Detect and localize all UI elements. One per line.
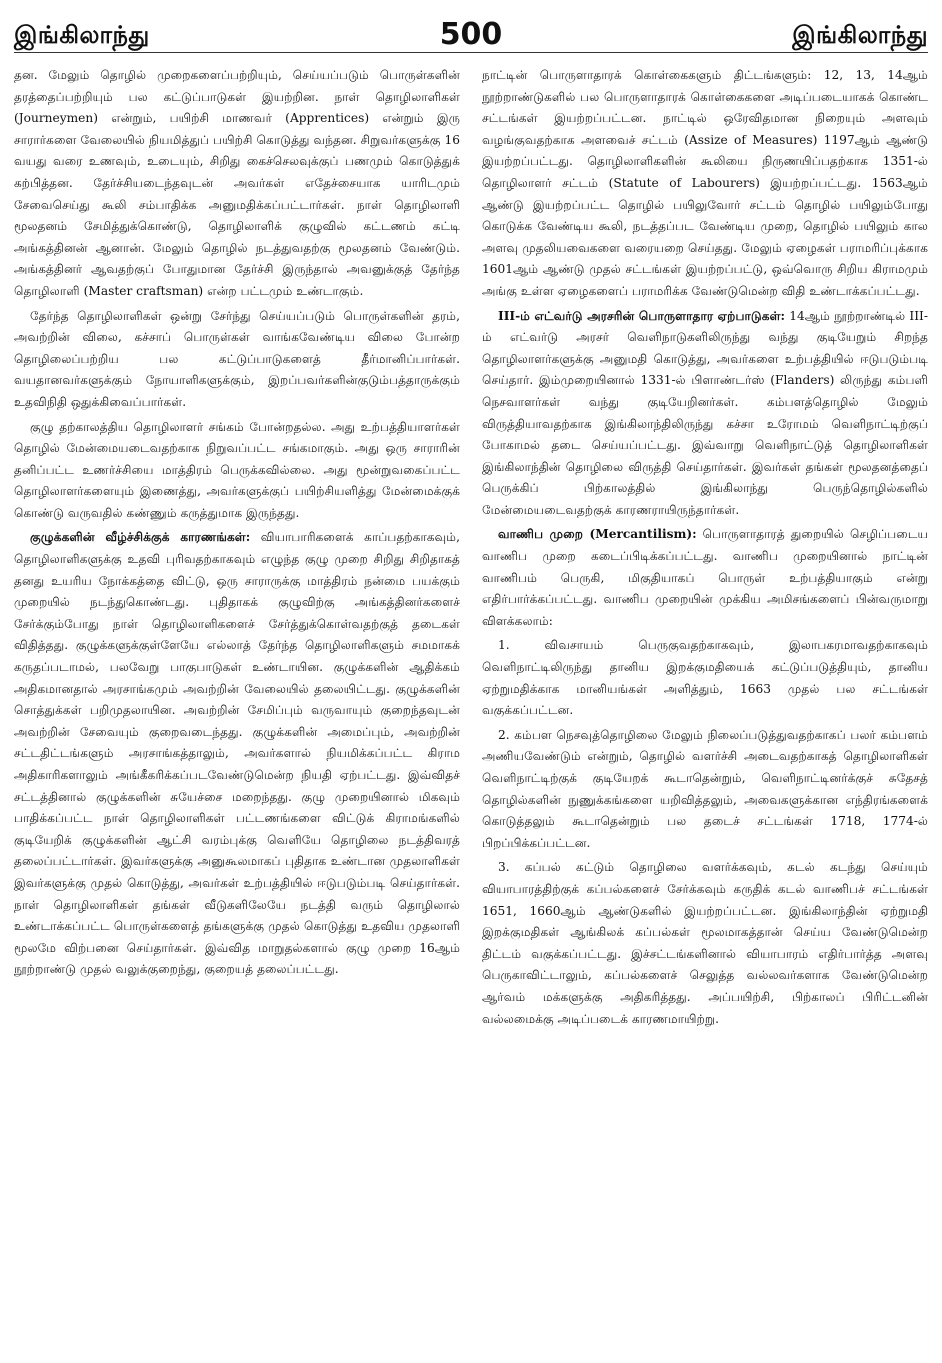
text-columns [14,65,928,1033]
paragraph: நாட்டின் பொருளாதாரக் கொள்கைகளும் திட்டங்களும்: 12, 13, 14ஆம் நூற்றாண்டுகளில் பல பொருளாதாரக் கொள்கைகளை அடிப்படையாகக் கொண்ட சட்டங்கள் இயற்றப்பட்டன. நாட்டில் ஒரேவிதமான நிறையும் அளவும் வழங்குவதற்காக அளவைச் சட்டம் (Assize of Measures) 1197ஆம் ஆண்டு இயற்றப்பட்டது. தொழிலாளிகளின் கூலியை நிருணயிப்பதற்காக 1351-ல் தொழிலாளர் சட்டம் (Statute of Labourers) இயற்றப்பட்டது. 1563ஆம் ஆண்டு இயற்றப்பட்ட தொழில் பயிலுவோர் சட்டம் தொழில் பயிலும்போது கொடுக்க வேண்டிய கூலி, நடத்தப்பட வேண்டிய முறை, தொழில் பயிலும் கால அளவு முதலியவைகளை வரையறை செய்தது. மேலும் ஏழைகள் பராமரிப்புக்காக 1601ஆம் ஆண்டு முதல் சட்டங்கள் இயற்றப்பட்டு, ஒவ்வொரு சிறிய கிராமமும் அங்கு உள்ள ஏழைகளைப் பராமரிக்க வேண்டுமென்ற விதி உண்டாக்கப்பட்டது. [482,68,928,298]
paragraph: தன. மேலும் தொழில் முறைகளைப்பற்றியும், செய்யப்படும் பொருள்களின் தரத்தைப்பற்றியும் பல கட்டுப்பாடுகள் இயற்றின. நாள் தொழிலாளிகள் (Journeymen) என்றும், பயிற்சி மாணவர் (Apprentices) என்றும் இரு சாரார்களை வேலையில் நியமித்துப் பயிற்சி கொடுத்து வந்தன. சிறுவர்களுக்கு 16 வயது வரை உணவும், உடையும், சிறிது கைச்செலவுக்குப் பணமும் கொடுத்துக் கற்பித்தன. தேர்ச்சியடைந்தவுடன் அவர்கள் எதேச்சையாக யாரிடமும் சேவைசெய்து கூலி சம்பாதிக்க அனுமதிக்கப்பட்டார்கள். நாள் தொழிலாளி மூலதனம் சேமித்துக்கொண்டு, தொழிலாளிக் குழுவில் கட்டணம் கட்டி அங்கத்தினன் ஆனான். மேலும் தொழில் நடத்துவதற்கு மூலதனம் வேண்டும். அங்கத்தினர் ஆவதற்குப் போதுமான தேர்ச்சி இருந்தால் அவனுக்குத் தேர்ந்த தொழிலாளி (Master craftsman) என்ற பட்டமும் உண்டாகும். [14,68,460,298]
paragraph: தேர்ந்த தொழிலாளிகள் ஒன்று சேர்ந்து செய்யப்படும் பொருள்களின் தரம், அவற்றின் விலை, கச்சாப் பொருள்கள் வாங்கவேண்டிய விலை போன்ற தொழிலைப்பற்றிய பல கட்டுப்பாடுகளைத் தீர்மானிப்பார்கள். வயதானவர்களுக்கும் நோயாளிகளுக்கும், இறப்பவர்களின்குடும்பத்தாருக்கும் உதவிநிதி ஒதுக்கிவைப்பார்கள். [14,308,460,409]
paragraph-text: வியாபாரிகளைக் காப்பதற்காகவும், தொழிலாளிகளுக்கு உதவி புரிவதற்காகவும் எழுந்த குழு முறை சிறிது சிறிதாகத் தனது உயரிய நோக்கத்தை விட்டு, ஒரு சாராருக்கு மாத்திரம் நன்மை பயக்கும் முறையில் நடந்துகொண்டது. புதிதாகக் குழுவிற்கு அங்கத்தினர்களைச் சேர்க்கும்போது நாள் தொழிலாளிகளைச் சேர்த்துக்கொள்வதற்குத் தடைகள் விதித்தது. குழுக்களுக்குள்ளேயே எல்லாத் தேர்ந்த தொழிலாளிகளும் சமமாகக் கருதப்படாமல், பலவேறு பாகுபாடுகள் உண்டாயின. குழுக்களின் ஆதிக்கம் அதிகமானதால் அரசாங்கமும் அவற்றின் வேலையில் தலையிட்டது. குழுக்களின் சொத்துக்கள் பறிமுதலாயின. அவற்றின் சேமிப்பும் வருவாயும் குறைந்தவுடன் அவற்றின் சேவையும் குறைவடைந்தது. குழுக்களின் அமைப்பும், அவற்றின் சட்டதிட்டங்களும் அரசாங்கத்தாலும், அவர்களால் நியமிக்கப்பட்ட கிராம அதிகாரிகளாலும் அங்கீகரிக்கப்படவேண்டுமென்ற நியதி ஏற்பட்டது. இவ்விதச் சட்டத்தினால் குழுக்களின் சுயேச்சை மறைந்தது. குழு முறையினால் மிகவும் பாதிக்கப்பட்ட நாள் தொழிலாளிகள் பட்டணங்களை விட்டுக் கிராமங்களில் குடியேறிக் குழுக்களின் ஆட்சி வரம்புக்கு வெளியே தொழிலை நடத்திவரத் தலைப்பட்டார்கள். இவர்களுக்கு அனுகூலமாகப் புதிதாக உண்டான முதலாளிகள் இவர்களுக்கு முதல் கொடுத்து, அவர்கள் உற்பத்தியில் ஈடுபடும்படி செய்தார்கள். நாள் தொழிலாளிகள் தங்கள் வீடுகளிலேயே நடத்தி வரும் தொழிலால் உண்டாக்கப்பட்ட பொருள்களைத் தங்களுக்கு முதல் கொடுத்து உதவிய முதலாளி மூலமே விற்பனை செய்தார்கள். இவ்வித மாறுதல்களால் குழு முறை 16ஆம் நூற்றாண்டு முதல் வலுக்குறைந்து, குறையத் தலைப்பட்டது. [14,530,460,977]
list-item: 3. கப்பல் கட்டும் தொழிலை வளர்க்கவும், கடல் கடந்து செய்யும் வியாபாரத்திற்குக் கப்பல்களைச் சேர்க்கவும் கருதிக் கடல் வாணிபச் சட்டங்கள் 1651, 1660ஆம் ஆண்டுகளில் இயற்றப்பட்டன. இங்கிலாந்தின் ஏற்றுமதி இறக்குமதிகள் ஆங்கிலக் கப்பல்கள் மூலமாகத்தான் செய்ய வேண்டுமென்ற திட்டம் வகுக்கப்பட்டது. இச்சட்டங்களினால் வியாபாரம் எதிர்பார்த்த அளவு பெருகாவிட்டாலும், கப்பல்களைச் செலுத்த வல்லவர்களாக வேண்டுமென்ற ஆர்வம் மக்களுக்கு அதிகரித்தது. அப்பயிற்சி, பிற்காலப் பிரிட்டனின் வல்லமைக்கு அடிப்படைக் காரணமாயிற்று. [482,860,928,1026]
left-column [14,65,460,1033]
paragraph [482,306,928,522]
paragraph-text: 14ஆம் நூற்றாண்டில் III-ம் எட்வர்டு அரசர் வெளிநாடுகளிலிருந்து வந்து குடியேறும் சிறந்த தொழிலாளர்களுக்கு அனுமதி கொடுத்து, அவர்களை உற்பத்தியில் ஈடுபடும்படி செய்தார். இம்முறையினால் 1331-ல் பிளாண்டர்ஸ் (Flanders) லிருந்து கம்பளி நெசவாளர்கள் வந்து குடியேறினர்கள். கம்பளத்தொழில் மேலும் விருத்தியாவதற்காக இங்கிலாந்திலிருந்து கச்சா உரோமம் வெளிநாட்டிற்குப் போகாமல் தடை செய்யப்பட்டது. இவ்வாறு வெளிநாட்டுத் தொழிலாளிகள் இங்கிலாந்தின் தொழிலை விருத்தி செய்தார்கள். இவர்கள் தங்கள் மூலதனத்தைப் பெருக்கிப் பிற்காலத்தில் இங்கிலாந்து பெருந்தொழில்களில் மேன்மையடைவதற்குக் காரணராயிருந்தார்கள். [482,308,928,517]
paragraph [482,524,928,632]
page-header [14,8,928,53]
list-item: 2. கம்பள நெசவுத்தொழிலை மேலும் நிலைப்படுத்துவதற்காகப் பலர் கம்பளம் அணியவேண்டும் என்றும், தொழில் வளர்ச்சி அடைவதற்காகத் தொழிலாளிகள் வெளிநாட்டிற்குக் குடியேறக் கூடாதென்றும், வெளிநாட்டினர்க்குச் சுதேசத் தொழில்களின் நுணுக்கங்களை யறிவித்தலும், அவைகளுக்கான எந்திரங்களைக் கொடுத்தலும் கூடாதென்றும் பல தடைச் சட்டங்கள் 1718, 1774-ல் பிறப்பிக்கப்பட்டன. [482,727,928,850]
page-number: 500 [439,17,503,52]
section-heading: வாணிப முறை (Mercantilism): [498,527,697,542]
right-column [482,65,928,1033]
paragraph-text: பொருளாதாரத் துறையில் செழிப்படைய வாணிப முறை கடைப்பிடிக்கப்பட்டது. வாணிப முறையினால் நாட்டின் வாணிபம் பெருகி, மிகுதியாகப் பொருள் உற்பத்தியாகும் என்று எதிர்பார்க்கப்பட்டது. வாணிப முறையின் முக்கிய அமிசங்களைப் பின்வருமாறு விளக்கலாம்: [482,527,928,628]
paragraph [14,527,460,980]
running-head-left: இங்கிலாந்து [14,21,150,49]
list-item: 1. விவசாயம் பெருகுவதற்காகவும், இலாபகரமாவதற்காகவும் வெளிநாட்டிலிருந்து தானிய இறக்குமதியைக் கட்டுப்படுத்தியும், தானிய ஏற்றுமதிக்காக மானியங்கள் அளித்தும், 1663 முதல் பல சட்டங்கள் வகுக்கப்பட்டன. [482,638,928,718]
section-heading: குழுக்களின் வீழ்ச்சிக்குக் காரணங்கள்: [30,530,251,545]
running-head-right: இங்கிலாந்து [792,21,928,49]
section-heading: III-ம் எட்வர்டு அரசரின் பொருளாதார ஏற்பாடுகள்: [498,308,786,323]
paragraph: குழு தற்காலத்திய தொழிலாளர் சங்கம் போன்றதல்ல. அது உற்பத்தியாளர்கள் தொழில் மேன்மையடைவதற்காக நிறுவப்பட்ட சங்கமாகும். அது ஒரு சாராரின் தனிப்பட்ட உணர்ச்சியை மாத்திரம் பெருக்கவில்லை. அது மூன்றுவகைப்பட்ட தொழிலாளர்களையும் இணைத்து, அவர்களுக்குப் பயிற்சியளித்து மேன்மைக்குக் கொண்டு வருவதில் கண்ணும் கருத்துமாக இருந்தது. [14,419,460,520]
